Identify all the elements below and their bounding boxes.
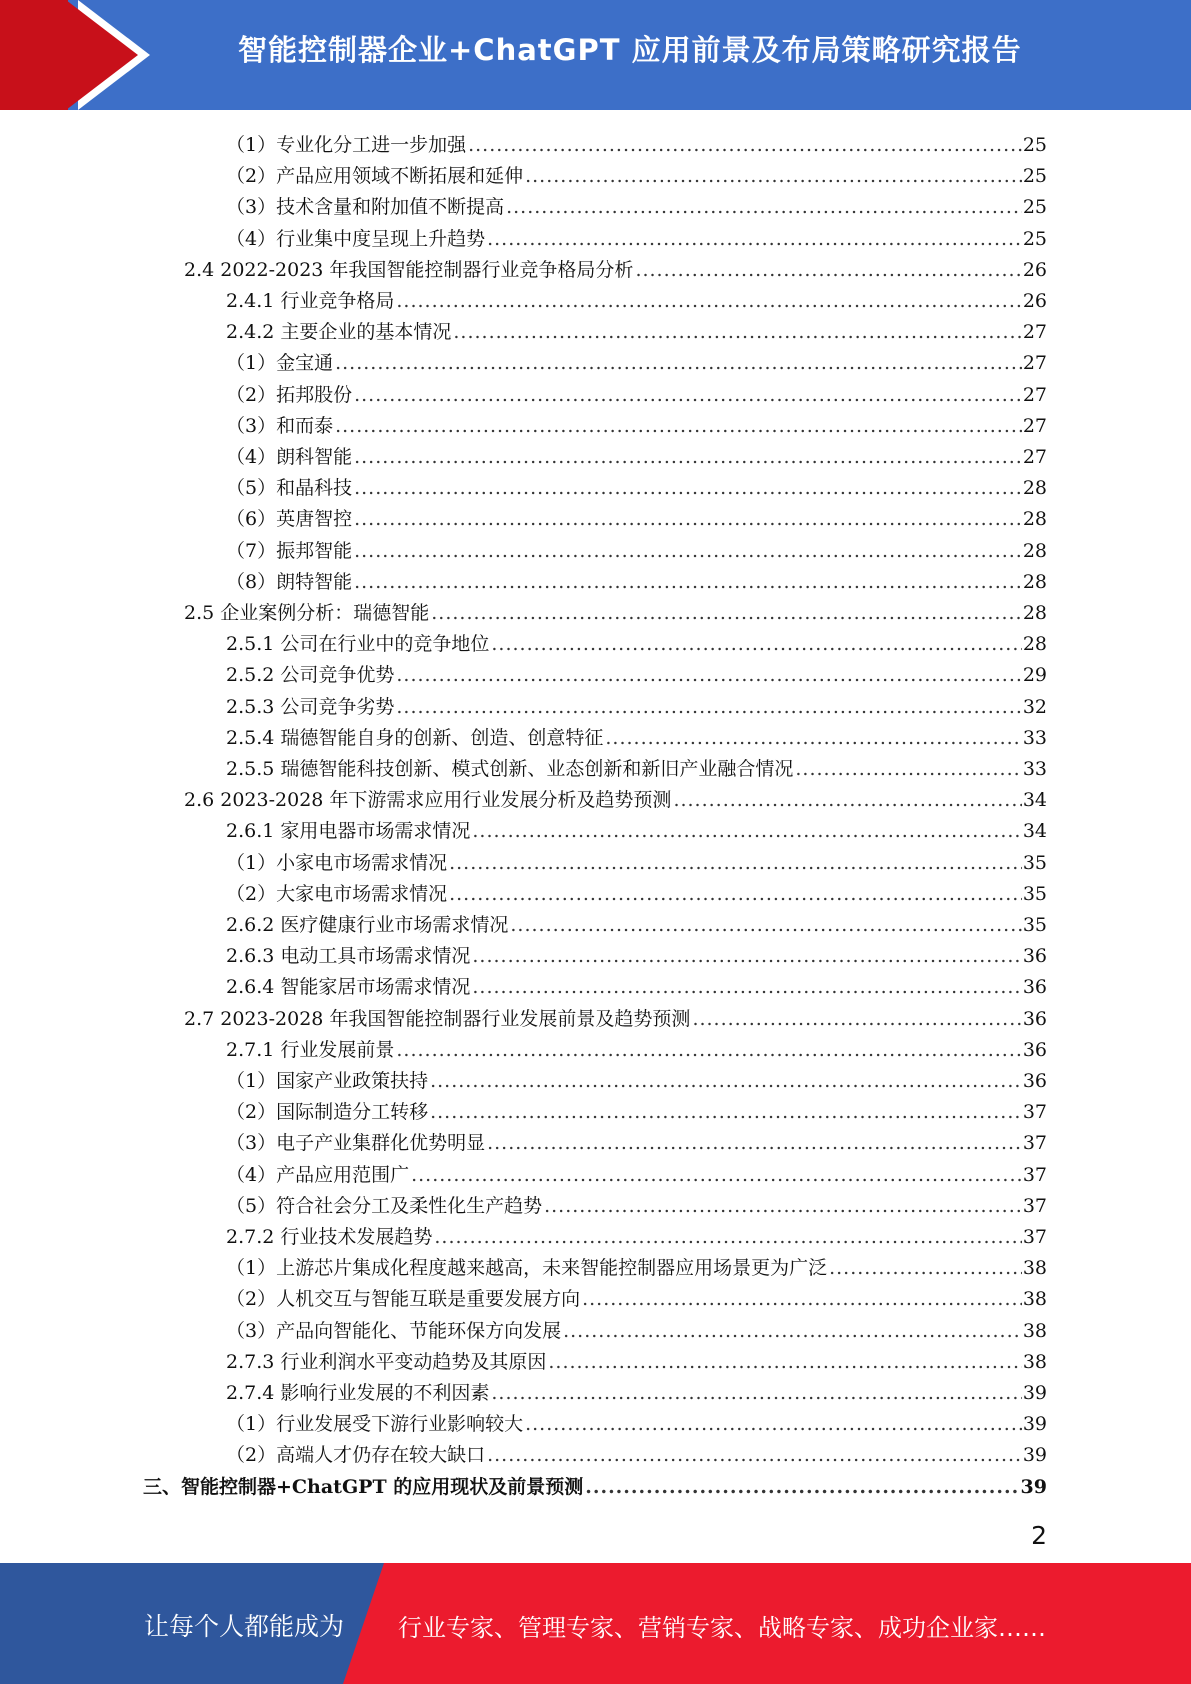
toc-entry[interactable] <box>226 1375 1047 1405</box>
toc-entry-title: 2.7.2 行业技术发展趋势 <box>226 1226 433 1248</box>
toc-entry-page: 36 <box>1022 1007 1047 1030</box>
toc-entry-title: （3）技术含量和附加值不断提高 <box>226 196 505 219</box>
toc-entry-title: 2.4.1 行业竞争格局 <box>226 290 395 312</box>
toc-entry-title: 2.4 2022-2023 年我国智能控制器行业竞争格局分析 <box>184 258 634 281</box>
toc-entry-page: 36 <box>1022 1070 1047 1092</box>
toc-entry-page: 38 <box>1022 1319 1047 1342</box>
toc-dot-leader <box>585 1475 1019 1499</box>
toc-entry[interactable] <box>226 1250 1047 1280</box>
toc-dot-leader <box>396 289 1021 313</box>
toc-entry-title: （1）行业发展受下游行业影响较大 <box>226 1413 524 1436</box>
toc-entry-title: （2）高端人才仍存在较大缺口 <box>226 1444 486 1467</box>
toc-dot-leader <box>396 1038 1021 1062</box>
toc-entry-page: 27 <box>1022 321 1047 344</box>
toc-dot-leader <box>582 1287 1022 1311</box>
toc-entry-page: 28 <box>1022 570 1047 593</box>
toc-entry[interactable] <box>184 252 1047 282</box>
toc-entry-page: 37 <box>1022 1132 1047 1155</box>
toc-entry[interactable] <box>226 1344 1047 1374</box>
toc-entry-title: 2.6.4 智能家居市场需求情况 <box>226 976 471 999</box>
page-number: 2 <box>1031 1521 1047 1550</box>
toc-dot-leader <box>354 383 1022 407</box>
toc-entry-title: （3）和而泰 <box>226 414 334 437</box>
toc-entry-title: （1）国家产业政策扶持 <box>226 1070 429 1092</box>
toc-entry[interactable] <box>226 314 1047 344</box>
toc-dot-leader <box>605 726 1021 750</box>
toc-dot-leader <box>449 851 1022 875</box>
toc-entry-title: （2）大家电市场需求情况 <box>226 882 448 905</box>
toc-entry-title: （4）行业集中度呈现上升趋势 <box>226 227 486 250</box>
toc-entry-page: 33 <box>1022 726 1047 749</box>
toc-entry[interactable] <box>226 127 1047 157</box>
toc-entry[interactable] <box>226 283 1047 313</box>
toc-entry[interactable] <box>226 938 1047 968</box>
toc-entry[interactable] <box>226 907 1047 937</box>
toc-entry[interactable] <box>226 1032 1047 1062</box>
toc-entry-title: 2.7.3 行业利润水平变动趋势及其原因 <box>226 1350 547 1373</box>
toc-entry-title: 2.5.1 公司在行业中的竞争地位 <box>226 633 490 656</box>
toc-dot-leader <box>354 570 1022 594</box>
toc-entry[interactable] <box>226 533 1047 563</box>
toc-dot-leader <box>525 164 1022 188</box>
toc-entry-page: 37 <box>1022 1101 1047 1124</box>
toc-dot-leader <box>396 695 1021 719</box>
footer-slogan-right: 行业专家、管理专家、营销专家、战略专家、成功企业家…… <box>398 1614 1046 1642</box>
toc-entry-page: 28 <box>1022 477 1047 500</box>
toc-entry-title: （5）符合社会分工及柔性化生产趋势 <box>226 1194 543 1217</box>
toc-dot-leader <box>795 757 1021 781</box>
toc-entry[interactable] <box>226 1219 1047 1249</box>
toc-entry-page: 38 <box>1022 1257 1047 1280</box>
toc-entry-page: 29 <box>1022 664 1047 687</box>
footer-slogan-left: 让每个人都能成为 <box>144 1612 345 1641</box>
toc-entry-page: 34 <box>1022 789 1047 812</box>
toc-entry[interactable] <box>226 969 1047 999</box>
toc-entry[interactable] <box>226 501 1047 531</box>
toc-entry-title: （5）和晶科技 <box>226 477 353 500</box>
toc-entry-title: （2）人机交互与智能互联是重要发展方向 <box>226 1288 581 1311</box>
toc-entry-page: 27 <box>1022 352 1047 375</box>
toc-dot-leader <box>487 1131 1022 1155</box>
toc-entry[interactable] <box>226 689 1047 719</box>
toc-entry[interactable] <box>226 189 1047 219</box>
toc-entry-page: 28 <box>1022 633 1047 656</box>
toc-entry[interactable] <box>184 595 1047 625</box>
toc-entry-page: 25 <box>1022 227 1047 250</box>
toc-dot-leader <box>548 1350 1021 1374</box>
toc-entry[interactable] <box>226 470 1047 500</box>
toc-entry[interactable] <box>226 1094 1047 1124</box>
toc-entry-page: 26 <box>1022 290 1047 312</box>
toc-entry-page: 25 <box>1022 196 1047 219</box>
toc-dot-leader <box>430 1069 1022 1093</box>
toc-dot-leader <box>692 1007 1021 1031</box>
toc-entry-title: （3）电子产业集群化优势明显 <box>226 1132 486 1155</box>
report-title: 智能控制器企业+ChatGPT 应用前景及布局策略研究报告 <box>238 33 1022 67</box>
toc-dot-leader <box>491 1381 1021 1405</box>
toc-dot-leader <box>673 788 1021 812</box>
toc-entry[interactable] <box>226 1437 1047 1467</box>
toc-dot-leader <box>354 445 1022 469</box>
toc-dot-leader <box>506 195 1022 219</box>
toc-entry[interactable] <box>226 439 1047 469</box>
toc-entry-title: 三、智能控制器+ChatGPT 的应用现状及前景预测 <box>143 1475 584 1498</box>
toc-entry-page: 39 <box>1022 1382 1047 1404</box>
toc-entry-page: 37 <box>1022 1194 1047 1217</box>
toc-entry-page: 37 <box>1022 1163 1047 1186</box>
toc-entry-page: 37 <box>1022 1226 1047 1248</box>
toc-entry[interactable] <box>226 345 1047 375</box>
toc-dot-leader <box>335 414 1022 438</box>
toc-entry[interactable] <box>226 876 1047 906</box>
toc-entry-page: 27 <box>1022 383 1047 406</box>
toc-dot-leader <box>487 227 1022 251</box>
toc-dot-leader <box>635 258 1021 282</box>
toc-entry[interactable] <box>226 377 1047 407</box>
toc-entry-page: 38 <box>1022 1350 1047 1373</box>
toc-entry-page: 26 <box>1022 258 1047 281</box>
toc-entry-title: 2.5.2 公司竞争优势 <box>226 664 395 687</box>
toc-entry[interactable] <box>184 1001 1047 1031</box>
toc-entry-title: （8）朗特智能 <box>226 570 353 593</box>
toc-entry[interactable] <box>226 657 1047 687</box>
toc-dot-leader <box>468 133 1022 157</box>
toc-entry-page: 39 <box>1022 1444 1047 1467</box>
toc-entry[interactable] <box>226 408 1047 438</box>
toc-dot-leader <box>472 819 1021 843</box>
toc-entry[interactable] <box>226 1125 1047 1155</box>
toc-entry[interactable] <box>184 782 1047 812</box>
toc-entry-page: 33 <box>1022 758 1047 780</box>
toc-entry-page: 25 <box>1022 134 1047 156</box>
page-footer <box>0 1563 1191 1684</box>
toc-entry-title: （1）上游芯片集成化程度越来越高，未来智能控制器应用场景更为广泛 <box>226 1257 828 1280</box>
toc-dot-leader <box>335 351 1022 375</box>
toc-entry[interactable] <box>226 813 1047 843</box>
toc-entry-page: 28 <box>1022 508 1047 531</box>
toc-dot-leader <box>544 1194 1022 1218</box>
toc-entry[interactable] <box>226 564 1047 594</box>
toc-entry-title: （3）产品向智能化、节能环保方向发展 <box>226 1319 562 1342</box>
toc-entry-title: （2）国际制造分工转移 <box>226 1101 429 1124</box>
toc-entry[interactable] <box>226 626 1047 656</box>
toc-entry-title: （4）朗科智能 <box>226 446 353 468</box>
toc-entry-title: 2.6.2 医疗健康行业市场需求情况 <box>226 914 509 936</box>
toc-entry-title: 2.5.3 公司竞争劣势 <box>226 695 395 718</box>
toc-entry[interactable] <box>226 158 1047 188</box>
header-red-block <box>0 0 68 110</box>
toc-dot-leader <box>411 1163 1022 1187</box>
toc-entry-page: 39 <box>1020 1475 1047 1498</box>
toc-entry-page: 27 <box>1022 446 1047 468</box>
toc-entry[interactable] <box>226 845 1047 875</box>
toc-dot-leader <box>453 320 1021 344</box>
toc-entry-title: 2.6.3 电动工具市场需求情况 <box>226 945 471 968</box>
toc-dot-leader <box>491 632 1021 656</box>
toc-dot-leader <box>354 539 1022 563</box>
toc-entry-page: 28 <box>1022 602 1047 624</box>
toc-entry-page: 32 <box>1022 695 1047 718</box>
toc-entry[interactable] <box>226 221 1047 251</box>
toc-entry-page: 27 <box>1022 414 1047 437</box>
toc-dot-leader <box>430 1100 1022 1124</box>
toc-entry-page: 36 <box>1022 945 1047 968</box>
toc-entry-title: 2.4.2 主要企业的基本情况 <box>226 321 452 344</box>
toc-entry-page: 38 <box>1022 1288 1047 1311</box>
header-red-chevron <box>66 0 138 110</box>
page-header <box>0 0 1191 110</box>
toc-dot-leader <box>472 975 1021 999</box>
toc-dot-leader <box>354 507 1022 531</box>
toc-entry-page: 36 <box>1022 976 1047 999</box>
toc-entry-title: 2.7.1 行业发展前景 <box>226 1038 395 1061</box>
toc-dot-leader <box>829 1256 1022 1280</box>
toc-dot-leader <box>563 1319 1022 1343</box>
toc-entry-page: 35 <box>1022 851 1047 874</box>
toc-dot-leader <box>431 601 1022 625</box>
toc-dot-leader <box>525 1412 1022 1436</box>
toc-entry-title: （2）产品应用领域不断拓展和延伸 <box>226 165 524 188</box>
toc-entry-title: 2.7.4 影响行业发展的不利因素 <box>226 1382 490 1404</box>
toc-entry-page: 35 <box>1022 914 1047 936</box>
toc-entry-page: 35 <box>1022 882 1047 905</box>
toc-entry-title: （7）振邦智能 <box>226 539 353 562</box>
toc-entry[interactable] <box>226 1313 1047 1343</box>
toc-entry[interactable] <box>226 1063 1047 1093</box>
toc-entry[interactable] <box>226 720 1047 750</box>
toc-entry-page: 36 <box>1022 1038 1047 1061</box>
toc-entry-title: 2.7 2023-2028 年我国智能控制器行业发展前景及趋势预测 <box>184 1007 691 1030</box>
toc-entry-title: （4）产品应用范围广 <box>226 1163 410 1186</box>
toc-entry-title: （1）小家电市场需求情况 <box>226 851 448 874</box>
toc-entry[interactable] <box>226 1157 1047 1187</box>
toc-dot-leader <box>487 1443 1022 1467</box>
toc-entry[interactable] <box>226 1406 1047 1436</box>
toc-entry[interactable] <box>226 1281 1047 1311</box>
toc-entry[interactable] <box>226 1188 1047 1218</box>
toc-entry-title: 2.5.4 瑞德智能自身的创新、创造、创意特征 <box>226 726 604 749</box>
toc-entry-page: 28 <box>1022 539 1047 562</box>
toc-dot-leader <box>510 913 1021 937</box>
toc-entry-title: （1）专业化分工进一步加强 <box>226 134 467 156</box>
toc-dot-leader <box>434 1225 1021 1249</box>
toc-entry-page: 34 <box>1022 820 1047 843</box>
toc-entry-page: 25 <box>1022 165 1047 188</box>
toc-entry-title: （1）金宝通 <box>226 352 334 375</box>
toc-dot-leader <box>396 663 1021 687</box>
toc-entry-title: （2）拓邦股份 <box>226 383 353 406</box>
toc-entry-title: 2.5.5 瑞德智能科技创新、模式创新、业态创新和新旧产业融合情况 <box>226 758 794 780</box>
toc-dot-leader <box>472 944 1021 968</box>
toc-dot-leader <box>354 476 1022 500</box>
toc-entry-title: （6）英唐智控 <box>226 508 353 531</box>
toc-entry-title: 2.6 2023-2028 年下游需求应用行业发展分析及趋势预测 <box>184 789 672 812</box>
toc-entry[interactable] <box>226 751 1047 781</box>
toc-entry[interactable] <box>143 1469 1047 1499</box>
toc-entry-page: 39 <box>1022 1413 1047 1436</box>
toc-dot-leader <box>449 882 1022 906</box>
toc-entry-title: 2.5 企业案例分析：瑞德智能 <box>184 602 430 624</box>
toc-entry-title: 2.6.1 家用电器市场需求情况 <box>226 820 471 843</box>
